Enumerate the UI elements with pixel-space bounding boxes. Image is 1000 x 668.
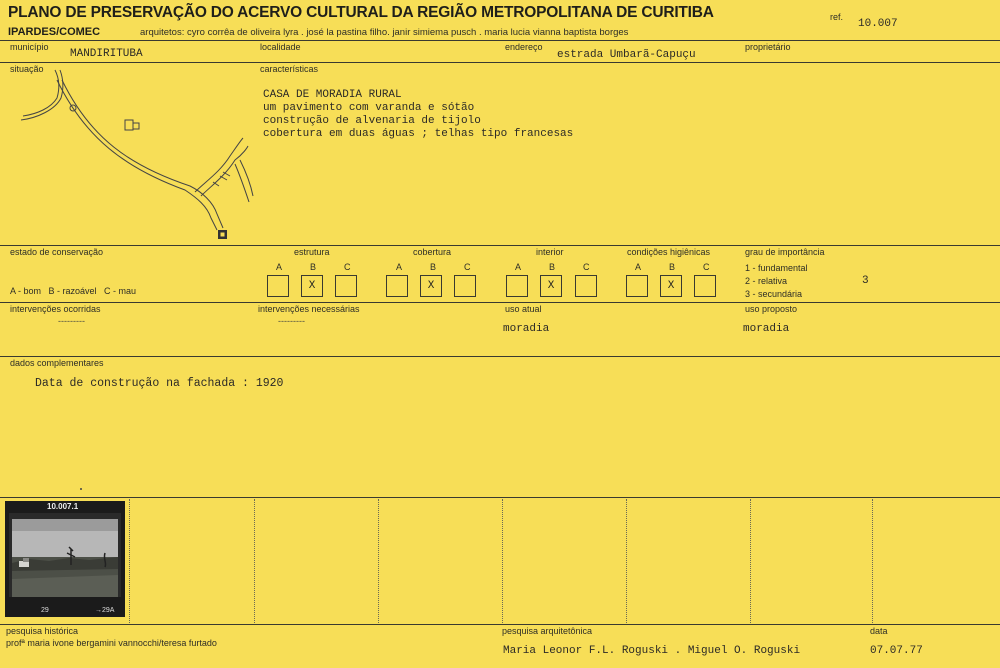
option-letter: B [549,262,556,272]
option-letter: B [669,262,676,272]
estrutura-box-a[interactable] [267,275,289,297]
condicoes-box-a[interactable] [626,275,648,297]
estrutura-box-b[interactable]: X [301,275,323,297]
divider [0,356,1000,357]
divider [0,40,1000,41]
caracteristicas-label: características [260,64,319,74]
complementares-text: Data de construção na fachada : 1920 [35,377,284,390]
interior-box-b[interactable]: X [540,275,562,297]
photo-id: 10.007.1 [47,502,79,511]
endereco-label: endereço [505,42,543,52]
interior-label: interior [536,247,564,257]
caracteristicas-line: um pavimento com varanda e sótão [263,102,475,114]
option-letter: B [310,262,317,272]
uso-proposto-value: moradia [743,323,790,335]
interior-box-a[interactable] [506,275,528,297]
conservacao-label: estado de conservação [10,247,104,257]
uso-atual-label: uso atual [505,304,542,314]
photo-frame-left: 29 [41,607,49,614]
page-title: PLANO DE PRESERVAÇÃO DO ACERVO CULTURAL DA REGIÃO METROPOLITANA DE CURITIBA [8,4,714,21]
option-letter: A [276,262,283,272]
cobertura-box-c[interactable] [454,275,476,297]
photo-slot-divider [626,499,627,623]
condicoes-box-c[interactable] [694,275,716,297]
intervencoes-necessarias-value: --------- [278,316,305,326]
intervencoes-necessarias-label: intervenções necessárias [258,304,360,314]
photo-frame-right-label: 29A [102,607,115,614]
arquitetonica-label: pesquisa arquitetônica [502,626,593,636]
complementares-label: dados complementares [10,358,104,368]
cobertura-box-a[interactable] [386,275,408,297]
caracteristicas-line: CASA DE MORADIA RURAL [263,89,402,101]
municipio-label: município [10,42,49,52]
option-letter: C [703,262,710,272]
photo-frame-right [95,607,114,614]
photo-slot-divider [872,499,873,623]
option-letter: C [583,262,590,272]
divider [0,62,1000,63]
photo-image [9,513,121,607]
condicoes-label: condições higiênicas [627,247,711,257]
importancia-option: 2 - relativa [745,276,788,286]
intervencoes-ocorridas-value: --------- [58,316,85,326]
data-value: 07.07.77 [870,645,923,657]
architects-credit: arquitetos: cyro corrêa de oliveira lyra . josé la pastina filho. janir simiema pusch . maria lucia vianna baptista borges [140,27,629,38]
importancia-option: 3 - secundária [745,289,803,299]
ref-value: 10.007 [858,18,898,30]
historica-label: pesquisa histórica [6,626,79,636]
divider [0,245,1000,246]
ref-label: ref. [830,12,844,22]
condicoes-box-b[interactable]: X [660,275,682,297]
cobertura-box-b[interactable]: X [420,275,442,297]
importancia-value: 3 [862,275,869,287]
data-label: data [870,626,888,636]
caracteristicas-line: cobertura em duas águas ; telhas tipo francesas [263,128,574,140]
intervencoes-ocorridas-label: intervenções ocorridas [10,304,101,314]
photo-slot-divider [750,499,751,623]
option-letter: C [464,262,471,272]
estrutura-label: estrutura [294,247,330,257]
photo-slot-divider [378,499,379,623]
conservacao-legend: A - bom B - razoável C - mau [10,286,137,296]
interior-box-c[interactable] [575,275,597,297]
option-letter: B [430,262,437,272]
proprietario-label: proprietário [745,42,791,52]
photo-slot-divider [502,499,503,623]
arquitetonica-value: Maria Leonor F.L. Roguski . Miguel O. Roguski [503,645,801,657]
divider [0,302,1000,303]
photo-contact-print[interactable] [5,501,125,617]
caracteristicas-line: construção de alvenaria de tijolo [263,115,481,127]
importancia-option: 1 - fundamental [745,263,808,273]
photo-slot-divider [254,499,255,623]
divider [0,624,1000,625]
importancia-label: grau de importância [745,247,825,257]
dot-mark [80,488,82,490]
situation-map [15,68,255,248]
option-letter: C [344,262,351,272]
option-letter: A [515,262,522,272]
photo-slot-divider [129,499,130,623]
localidade-label: localidade [260,42,301,52]
option-letter: A [396,262,403,272]
historica-value: profª maria ivone bergamini vannocchi/teresa furtado [6,638,217,648]
uso-proposto-label: uso proposto [745,304,798,314]
frame-arrow-icon: → [95,607,102,614]
endereco-value: estrada Umbarã-Capuçu [557,49,696,61]
option-letter: A [635,262,642,272]
divider [0,497,1000,498]
cobertura-label: cobertura [413,247,452,257]
org-label: IPARDES/COMEC [8,26,101,38]
estrutura-box-c[interactable] [335,275,357,297]
situacao-label: situação [10,64,44,74]
uso-atual-value: moradia [503,323,550,335]
municipio-value: MANDIRITUBA [70,48,143,60]
